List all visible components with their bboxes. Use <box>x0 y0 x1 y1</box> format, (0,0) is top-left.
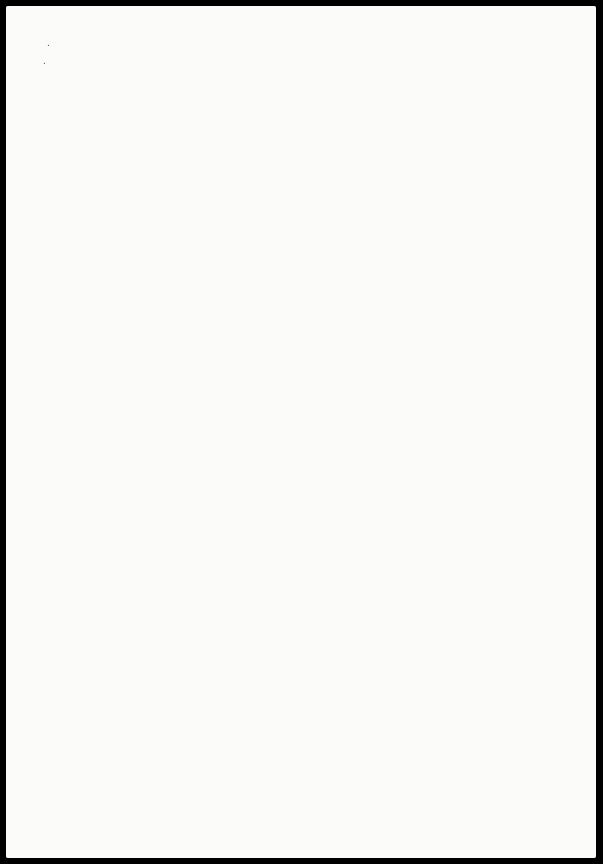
scan-speck: · <box>42 59 47 68</box>
document-page <box>6 6 596 858</box>
scan-speck: · <box>46 41 51 50</box>
document-body <box>66 109 586 123</box>
